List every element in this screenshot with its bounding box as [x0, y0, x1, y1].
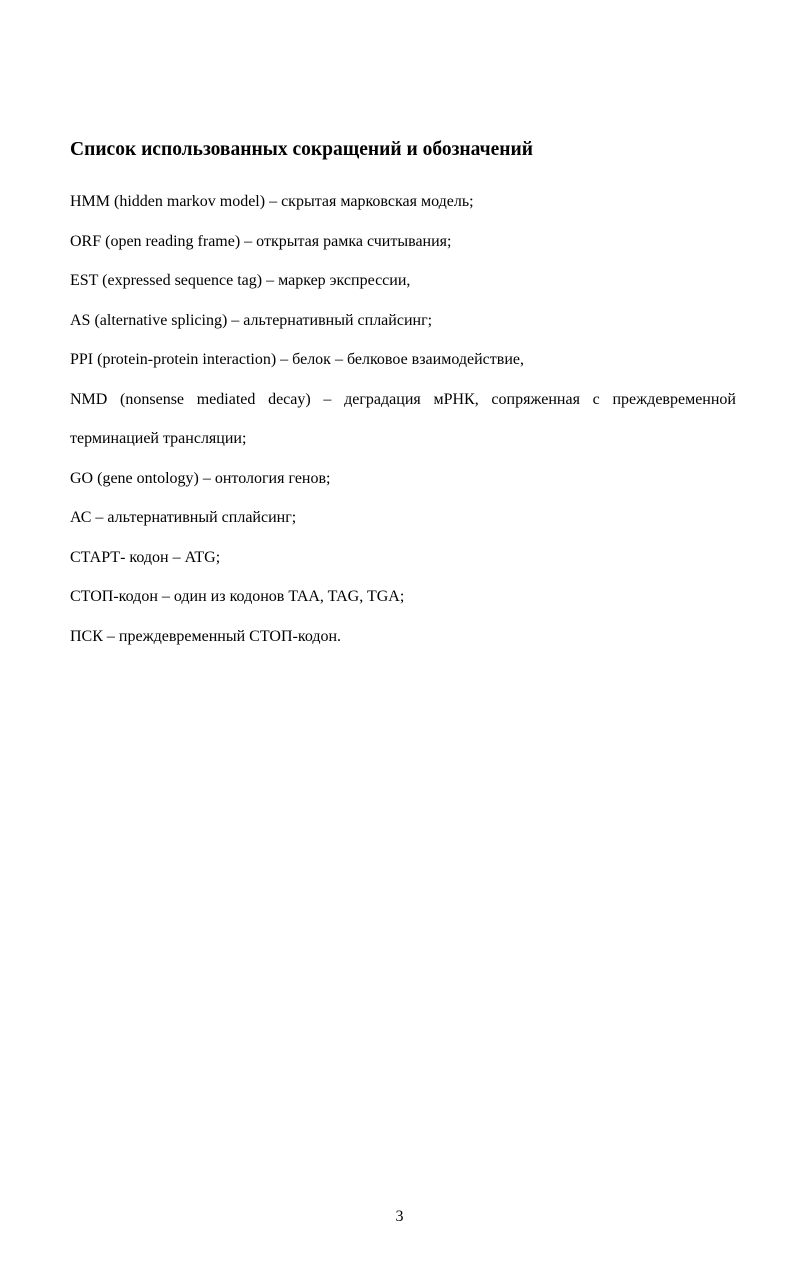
abbreviation-entry-nmd: NMD (nonsense mediated decay) – деградация мРНК, сопряженная с преждевременной терминацией трансляции; — [70, 390, 736, 447]
page-content — [70, 138, 736, 656]
page-number: 3 — [395, 1208, 404, 1225]
abbreviation-entry-start-codon: СТАРТ- кодон – ATG; — [70, 548, 221, 566]
abbreviation-entry-psk: ПСК – преждевременный СТОП-кодон. — [70, 627, 342, 645]
abbreviation-entry-est: EST (expressed sequence tag) – маркер экспрессии, — [70, 272, 411, 289]
abbreviation-entry-ac: АС – альтернативный сплайсинг; — [70, 509, 297, 526]
abbreviation-entry-ppi: PPI (protein-protein interaction) – белок – белковое взаимодействие, — [70, 351, 524, 368]
abbreviation-entry-go: GO (gene ontology) – онтология генов; — [70, 469, 331, 487]
page-title: Список использованных сокращений и обозначений — [70, 139, 533, 160]
abbreviation-entry-as: AS (alternative splicing) – альтернативный сплайсинг; — [70, 311, 433, 329]
abbreviation-list — [70, 182, 736, 656]
abbreviation-entry-stop-codon: СТОП-кодон – один из кодонов TAA, TAG, TGA; — [70, 588, 405, 605]
abbreviation-entry-orf: ORF (open reading frame) – открытая рамка считывания; — [70, 232, 452, 250]
abbreviation-entry-hmm: HMM (hidden markov model) – скрытая марковская модель; — [70, 193, 474, 210]
